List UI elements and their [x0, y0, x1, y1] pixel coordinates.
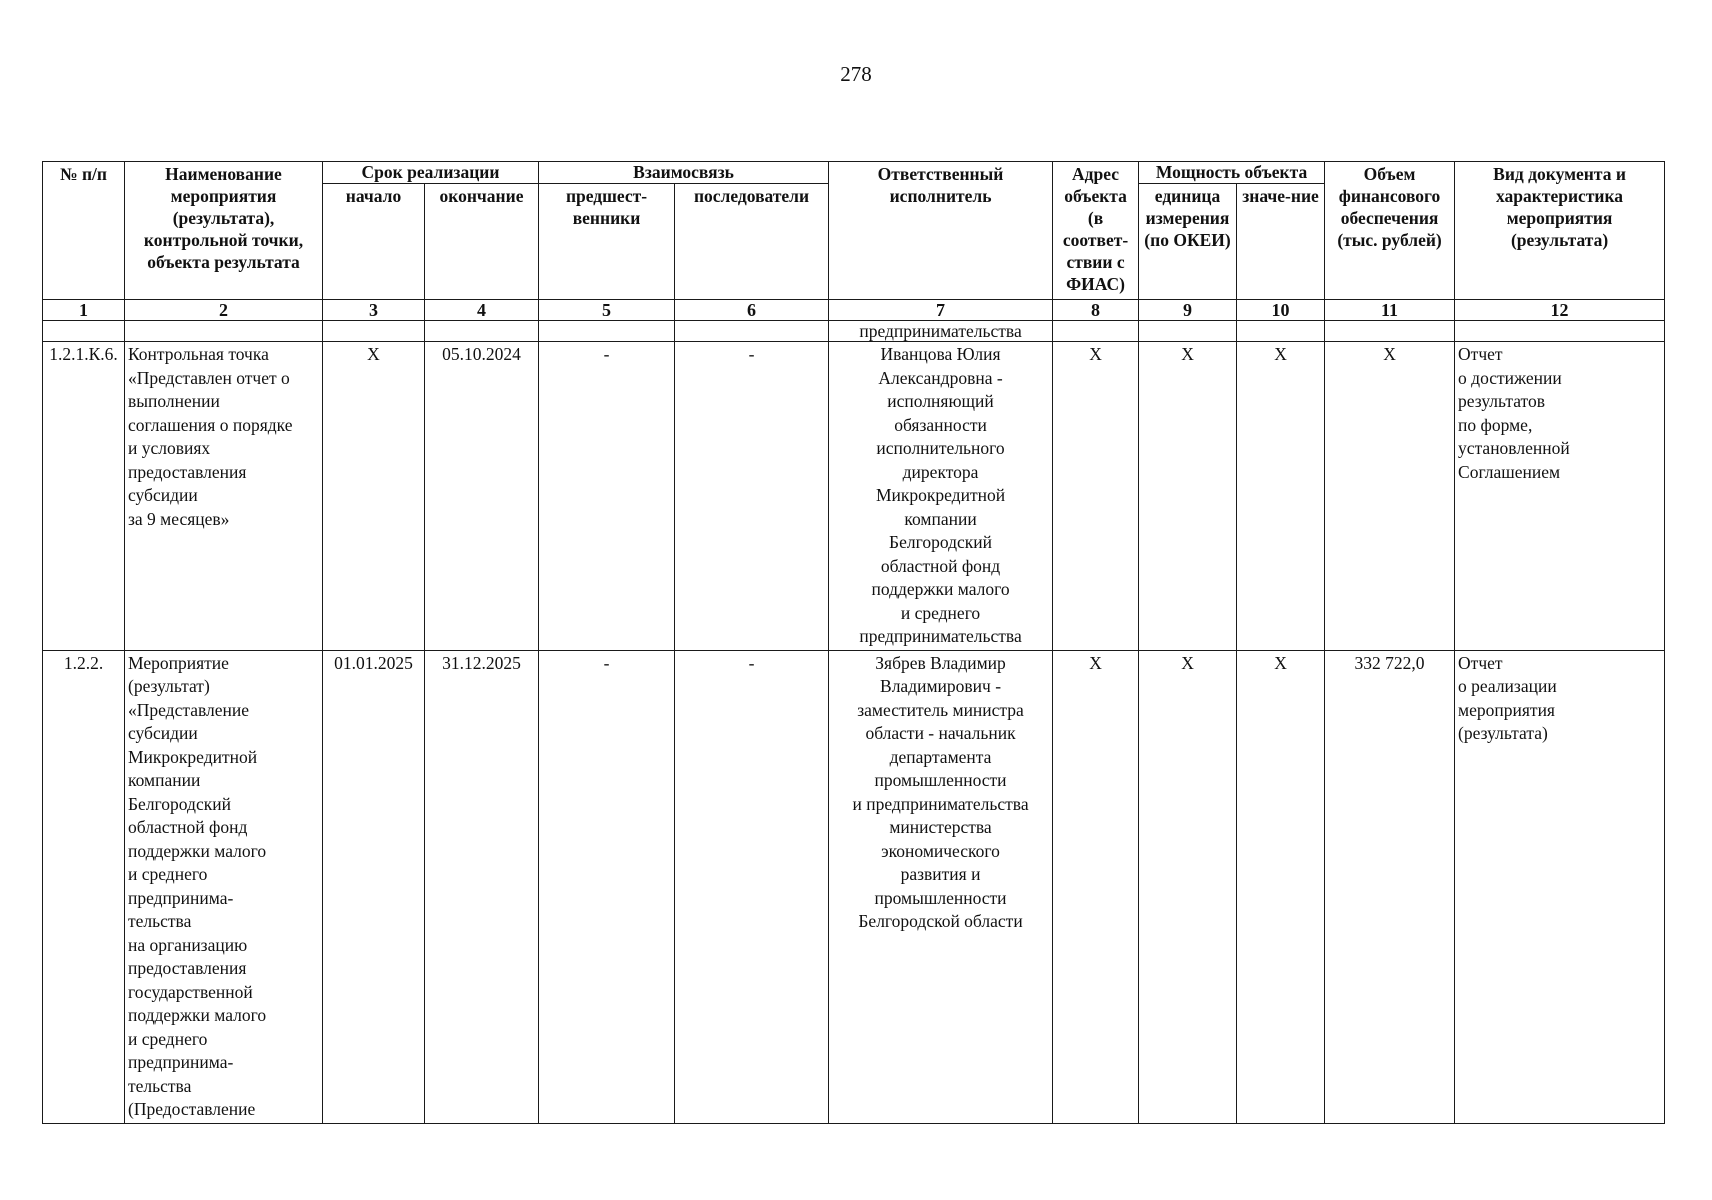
header-predecessors: предшест-венники: [539, 184, 675, 300]
column-number: 8: [1053, 300, 1139, 321]
table-row: [43, 650, 1665, 1123]
header-address: Адрес объекта (в соответ-ствии с ФИАС): [1053, 162, 1139, 300]
row-end: 05.10.2024: [425, 342, 539, 651]
row-start: 01.01.2025: [323, 650, 425, 1123]
header-group-capacity: Мощность объекта: [1139, 162, 1325, 184]
header-successors: последователи: [675, 184, 829, 300]
column-number: 2: [125, 300, 323, 321]
row-end: 31.12.2025: [425, 650, 539, 1123]
column-number: 10: [1237, 300, 1325, 321]
row-number: 1.2.1.К.6.: [43, 342, 125, 651]
row-finance: X: [1325, 342, 1455, 651]
row-address: X: [1053, 342, 1139, 651]
header-name: Наименование мероприятия (результата), контрольной точки, объекта результата: [125, 162, 323, 300]
row-finance: 332 722,0: [1325, 650, 1455, 1123]
header-value: значе-ние: [1237, 184, 1325, 300]
column-number: 4: [425, 300, 539, 321]
column-number: 3: [323, 300, 425, 321]
continuation-row: [43, 321, 1665, 342]
column-number: 11: [1325, 300, 1455, 321]
header-document: Вид документа и характеристика мероприятия (результата): [1455, 162, 1665, 300]
table-row: [43, 342, 1665, 651]
row-name: Контрольная точка «Представлен отчет о выполнении соглашения о порядке и условиях предоставления субсидии за 9 месяцев»: [125, 342, 323, 651]
row-predecessors: -: [539, 650, 675, 1123]
header-finance: Объем финансового обеспечения (тыс. рублей): [1325, 162, 1455, 300]
table-header: [43, 162, 1665, 321]
header-number: № п/п: [43, 162, 125, 300]
row-name: Мероприятие (результат) «Представление субсидии Микрокредитной компании Белгородский областной фонд поддержки малого и среднего предпринима- тельства на организацию предоставления государственной поддержки малого и среднего предпринима- тельства (Предоставление: [125, 650, 323, 1123]
header-group-link: Взаимосвязь: [539, 162, 829, 184]
header-executor: Ответственный исполнитель: [829, 162, 1053, 300]
row-successors: -: [675, 342, 829, 651]
continuation-executor: предпринимательства: [829, 321, 1053, 342]
header-group-term: Срок реализации: [323, 162, 539, 184]
header-unit: единица измерения (по ОКЕИ): [1139, 184, 1237, 300]
row-document: Отчет о реализации мероприятия (результата): [1455, 650, 1665, 1123]
row-executor: Иванцова Юлия Александровна - исполняющий обязанности исполнительного директора Микрокредитной компании Белгородский областной фонд поддержки малого и среднего предпринимательства: [829, 342, 1053, 651]
row-value: X: [1237, 342, 1325, 651]
row-document: Отчет о достижении результатов по форме, установленной Соглашением: [1455, 342, 1665, 651]
row-predecessors: -: [539, 342, 675, 651]
column-number: 1: [43, 300, 125, 321]
column-number: 5: [539, 300, 675, 321]
row-executor: Зябрев Владимир Владимирович - заместитель министра области - начальник департамента промышленности и предпринимательства министерства экономического развития и промышленности Белгородской области: [829, 650, 1053, 1123]
column-number: 12: [1455, 300, 1665, 321]
row-value: X: [1237, 650, 1325, 1123]
column-number: 6: [675, 300, 829, 321]
row-successors: -: [675, 650, 829, 1123]
header-end: окончание: [425, 184, 539, 300]
header-start: начало: [323, 184, 425, 300]
row-unit: X: [1139, 650, 1237, 1123]
row-start: X: [323, 342, 425, 651]
row-unit: X: [1139, 342, 1237, 651]
row-number: 1.2.2.: [43, 650, 125, 1123]
page-number: 278: [840, 62, 872, 86]
row-address: X: [1053, 650, 1139, 1123]
column-number: 9: [1139, 300, 1237, 321]
plan-table: [42, 161, 1665, 1124]
column-number: 7: [829, 300, 1053, 321]
